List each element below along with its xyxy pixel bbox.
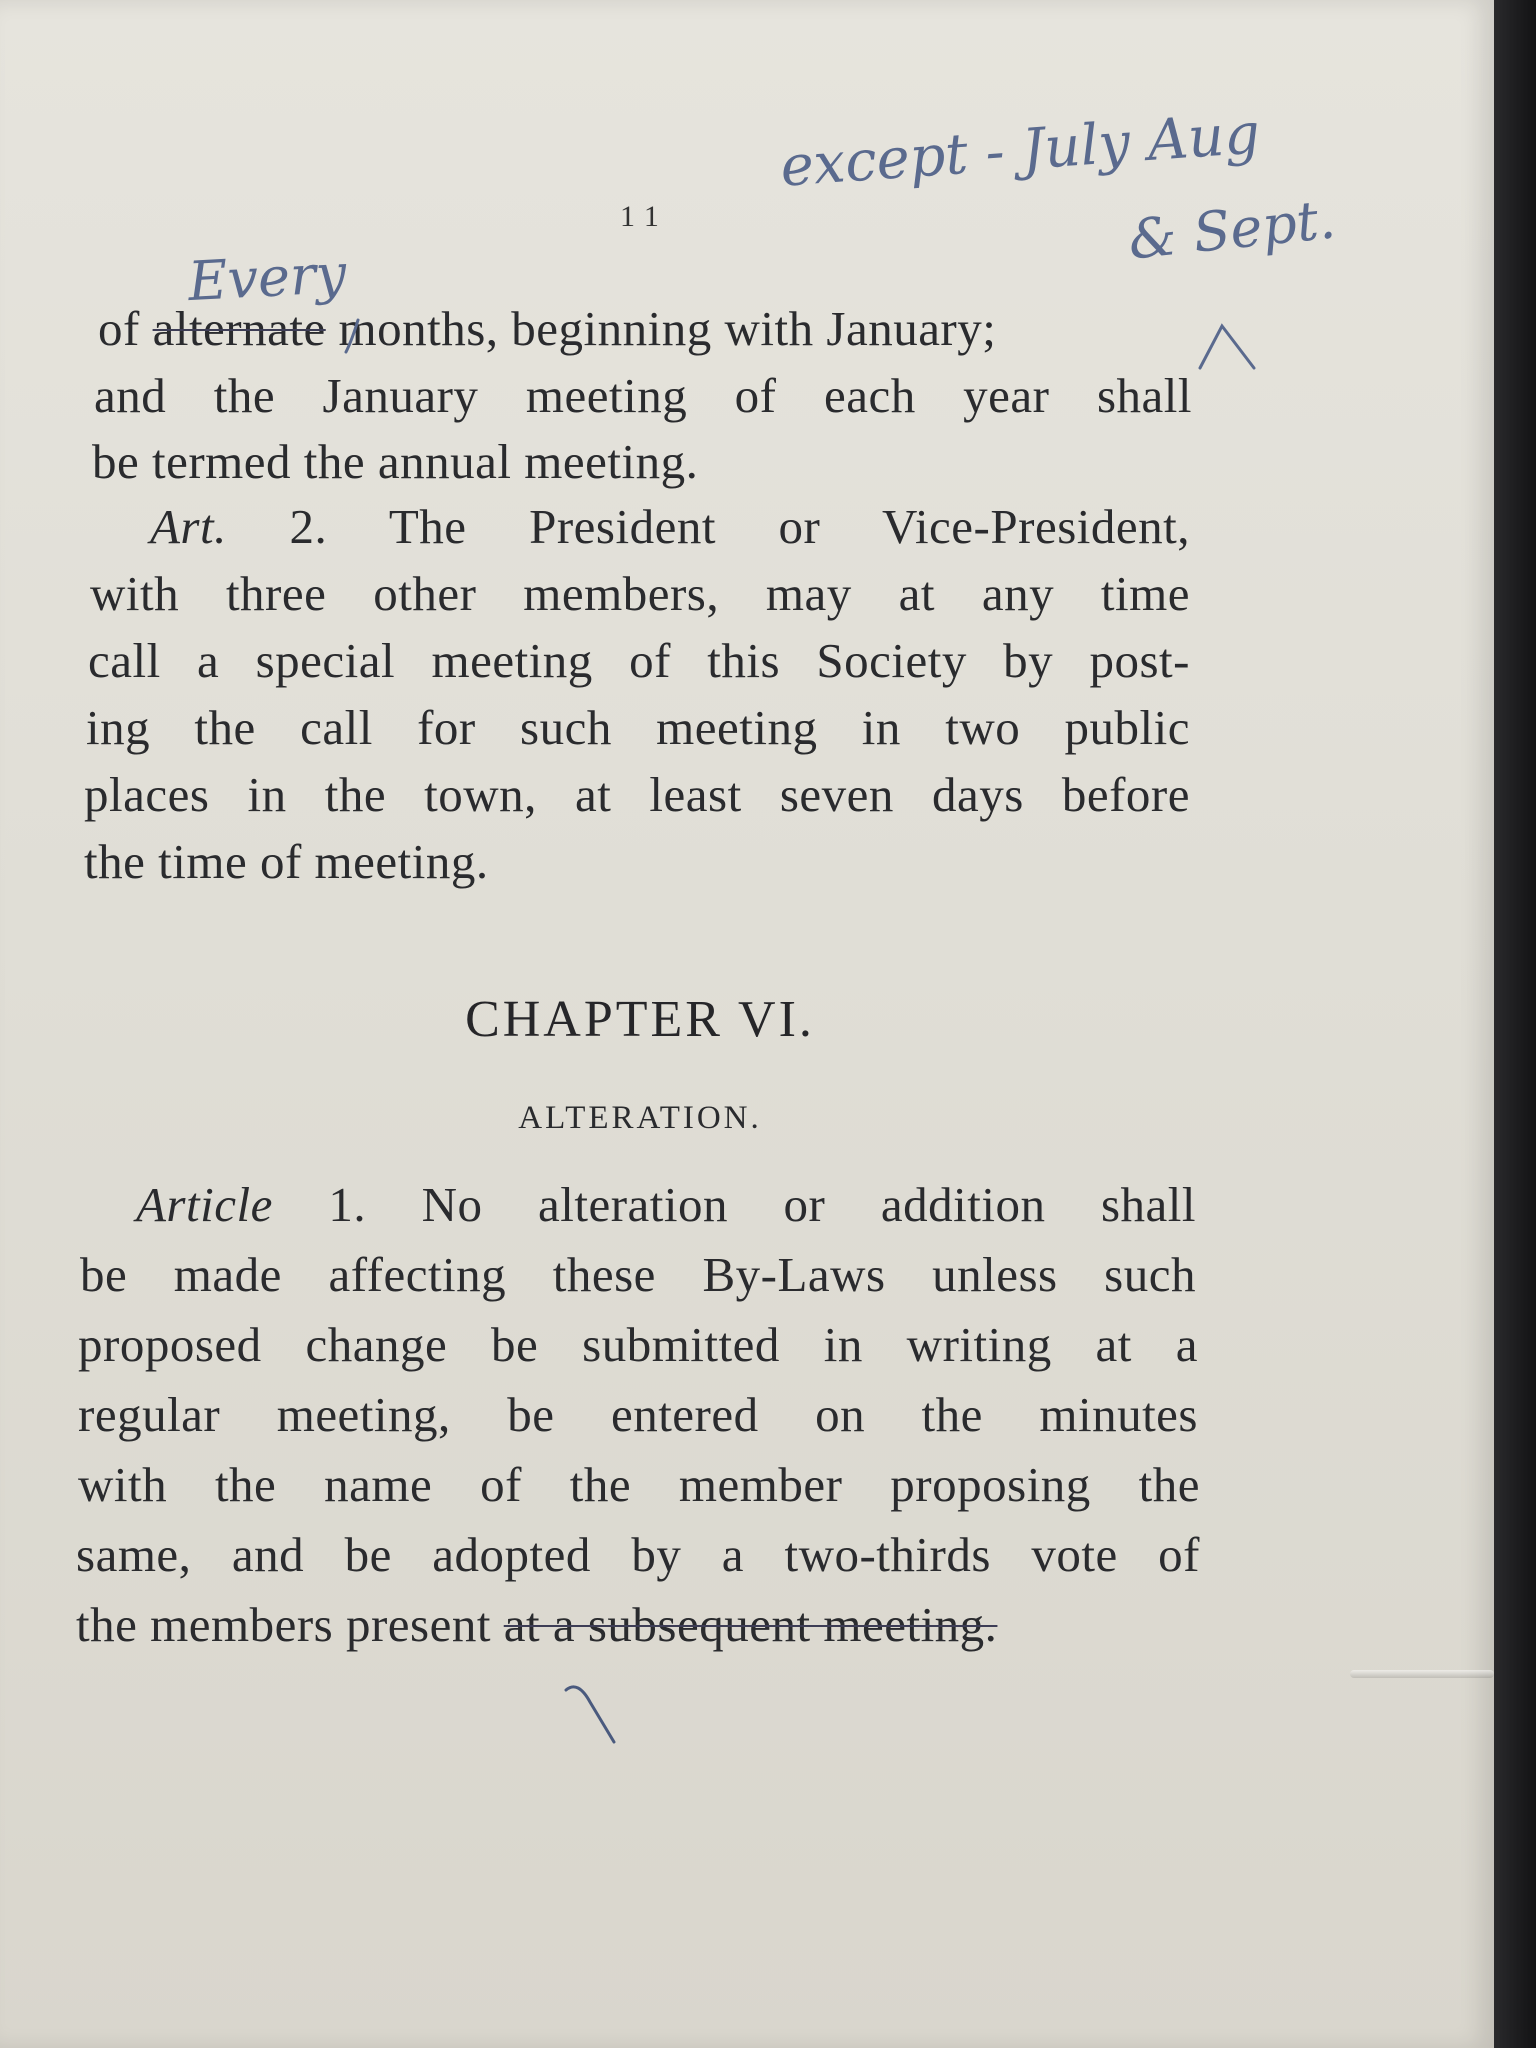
paragraph-3-line-3: proposed change be submitted in writing at a — [78, 1317, 1198, 1372]
paragraph-3-line-7 — [76, 1596, 997, 1653]
page-number: 11 — [620, 200, 669, 233]
article-text: The President or Vice-President, — [388, 499, 1190, 554]
handwritten-insert-every: Every — [186, 241, 348, 314]
paragraph-3-line-1 — [136, 1176, 1196, 1233]
paragraph-2-line-2: with three other members, may at any time — [90, 566, 1190, 621]
article-number: 2. — [289, 499, 328, 554]
line-7-start: the members present — [76, 1597, 491, 1652]
section-title: ALTERATION. — [518, 1100, 762, 1136]
handwritten-note-top-line-1: except - July Aug — [778, 101, 1263, 200]
article-label: Art. — [150, 499, 227, 554]
insertion-caret-bottom — [566, 1687, 614, 1742]
paragraph-1-line-2: and the January meeting of each year shall — [94, 368, 1192, 423]
paragraph-2-line-3: call a special meeting of this Society by post- — [88, 633, 1190, 688]
handwritten-note-top-line-2: & Sept. — [1125, 187, 1339, 272]
paragraph-1-line-3: be termed the annual meeting. — [92, 434, 699, 489]
article-number: 1. — [328, 1177, 367, 1232]
paragraph-1-line-1 — [98, 300, 1218, 357]
paragraph-3-line-5: with the name of the member proposing the — [78, 1457, 1200, 1512]
paragraph-3-line-6: same, and be adopted by a two-thirds vote of — [76, 1527, 1200, 1582]
article-label: Article — [136, 1177, 273, 1232]
paragraph-2-line-6: the time of meeting. — [84, 834, 489, 889]
struck-word-alternate: alternate — [152, 301, 326, 356]
chapter-title: CHAPTER VI. — [465, 991, 815, 1048]
paragraph-2-line-4: ing the call for such meeting in two public — [86, 700, 1190, 755]
page-fold — [1350, 1670, 1494, 1678]
paragraph-3-line-2: be made affecting these By-Laws unless such — [80, 1247, 1196, 1302]
line-1-remainder: months, beginning with January; — [338, 301, 997, 356]
article-text: No alteration or addition shall — [421, 1177, 1197, 1232]
paragraph-2-line-5: places in the town, at least seven days before — [84, 767, 1190, 822]
word-of: of — [98, 301, 140, 356]
paragraph-2-line-1 — [150, 498, 1190, 555]
struck-phrase: at a subsequent meeting. — [503, 1597, 998, 1652]
paragraph-3-line-4: regular meeting, be entered on the minutes — [78, 1387, 1198, 1442]
background-edge — [1494, 0, 1536, 2048]
